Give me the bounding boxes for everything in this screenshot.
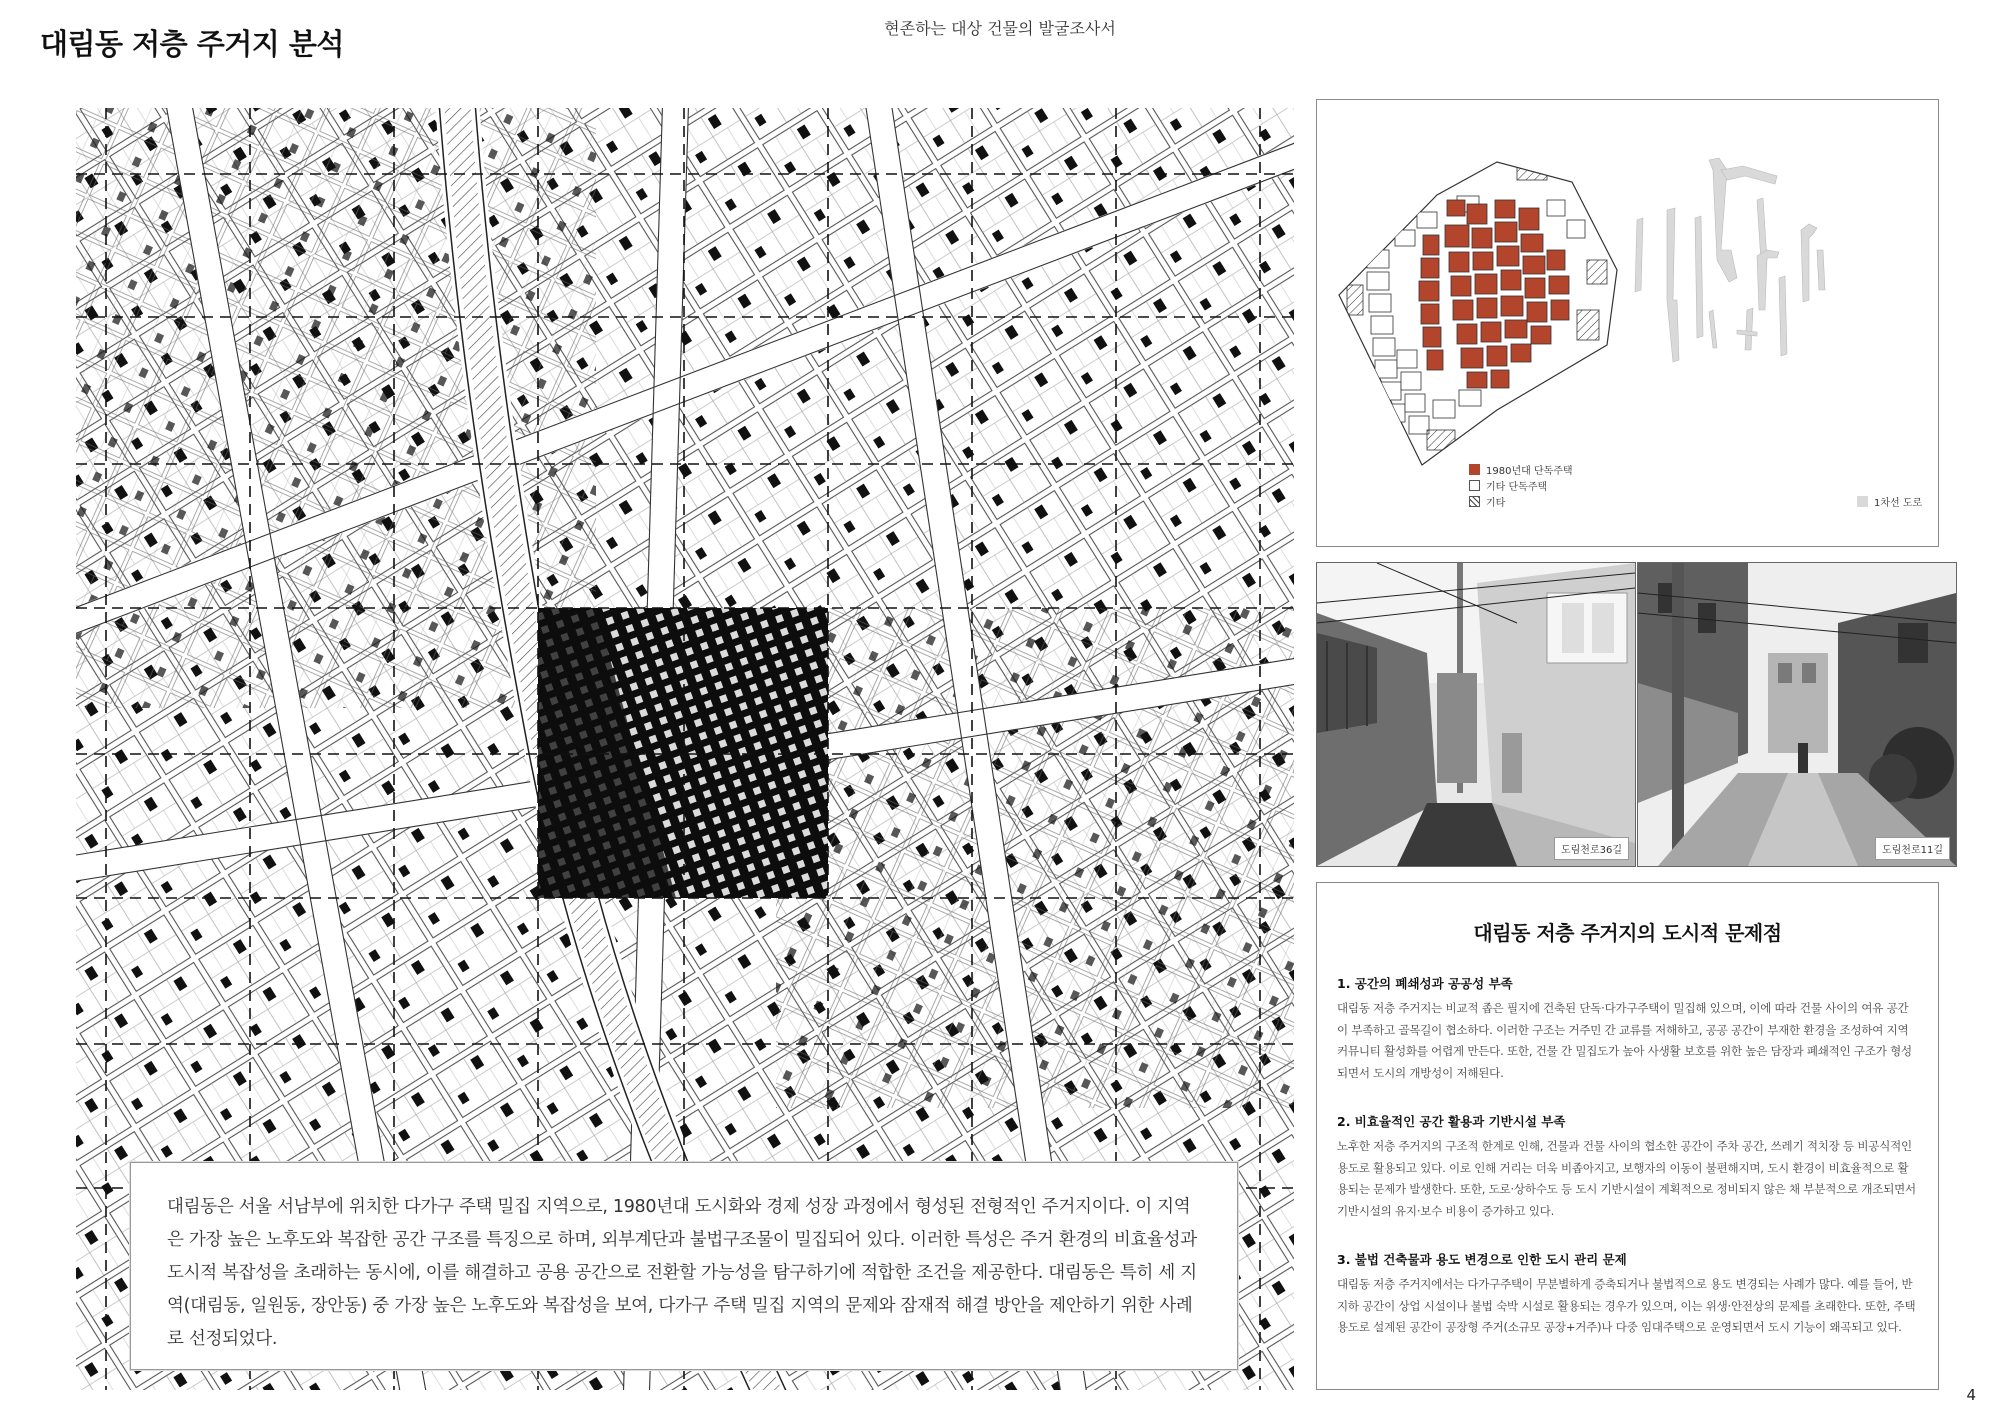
- legend-label: 1차선 도로: [1874, 498, 1923, 509]
- page-title: 대림동 저층 주거지 분석: [40, 27, 344, 61]
- issue-heading: 3. 불법 건축물과 용도 변경으로 인한 도시 관리 문제: [1337, 1252, 1627, 1267]
- issue-item: [1337, 1250, 1918, 1339]
- legend-swatch-gray: [1857, 496, 1868, 507]
- issue-body: 노후한 저층 주거지의 구조적 한계로 인해, 건물과 건물 사이의 협소한 공간이 주차 공간, 쓰레기 적치장 등 비공식적인 용도로 활용되고 있다. 이로 인해 거리는 더욱 비좁아지고, 보행자의 이동이 불편해지며, 도시 환경이 비효율적으로 활용되는 문제가 발생한다. 또한, 도로·상하수도 등 도시 기반시설이 계획적으로 정비되지 않은 채 부분적으로 개조되면서 기반시설의 유지·보수 비용이 증가하고 있다.: [1337, 1139, 1916, 1218]
- page-number: 4: [1966, 1386, 1976, 1404]
- legend-label: 1980년대 단독주택: [1486, 466, 1573, 477]
- housing-diagram-panel: [1316, 99, 1939, 547]
- legend-swatch-red: [1469, 464, 1480, 475]
- issue-body: 대림동 저층 주거지에서는 다가구주택이 무분별하게 증축되거나 불법적으로 용도 변경되는 사례가 많다. 예를 들어, 반지하 공간이 상업 시설이나 불법 숙박 시설로 활용되는 경우가 있으며, 이는 위생·안전상의 문제를 초래한다. 또한, 주택 용도로 설계된 공간이 공장형 주거(소규모 공장+거주)나 다중 임대주택으로 운영되면서 도시 기능이 왜곡되고 있다.: [1337, 1277, 1916, 1334]
- intro-textbox: [130, 1162, 1238, 1370]
- legend-label: 기타 단독주택: [1486, 482, 1548, 493]
- issue-heading: 2. 비효율적인 공간 활용과 기반시설 부족: [1337, 1114, 1566, 1129]
- legend-item-road: [1857, 494, 1922, 509]
- issue-body: 대림동 저층 주거지는 비교적 좁은 필지에 건축된 단독·다가구주택이 밀집해 있으며, 이에 따라 건물 사이의 여유 공간이 부족하고 골목길이 협소하다. 이러한 구조는 거주민 간 교류를 저해하고, 공공 공간이 부재한 환경을 조성하여 지역 커뮤니티 활성화를 어렵게 만든다. 또한, 건물 간 밀집도가 높아 사생활 보호를 위한 높은 담장과 폐쇄적인 구조가 형성되면서 도시의 개방성이 저해된다.: [1337, 1001, 1912, 1080]
- legend-item-1980s: [1469, 462, 1573, 477]
- issues-title: 대림동 저층 주거지의 도시적 문제점: [1473, 921, 1782, 945]
- issue-heading: 1. 공간의 폐쇄성과 공공성 부족: [1337, 976, 1513, 991]
- legend-swatch-hatch: [1469, 496, 1480, 507]
- housing-diagram: [1317, 100, 1938, 546]
- photo-caption: 도림천로11길: [1875, 837, 1950, 860]
- legend-swatch-white: [1469, 480, 1480, 491]
- street-photo-2: [1637, 562, 1957, 867]
- issue-item: [1337, 1112, 1918, 1222]
- legend-label: 기타: [1486, 498, 1506, 509]
- street-photo-1: [1316, 562, 1636, 867]
- urban-issues-panel: [1316, 882, 1939, 1390]
- legend-item-other: [1469, 494, 1505, 509]
- issue-item: [1337, 974, 1918, 1084]
- page-subtitle: 현존하는 대상 건물의 발굴조사서: [884, 19, 1116, 38]
- legend-item-other-houses: [1469, 478, 1547, 493]
- photo-caption: 도림천로36길: [1554, 837, 1629, 860]
- intro-text: 대림동은 서울 서남부에 위치한 다가구 주택 밀집 지역으로, 1980년대 도시화와 경제 성장 과정에서 형성된 전형적인 주거지이다. 이 지역은 가장 높은 노후도와 복잡한 공간 구조를 특징으로 하며, 외부계단과 불법구조물이 밀집되어 있다. 이러한 특성은 주거 환경의 비효율성과 도시적 복잡성을 초래하는 동시에, 이를 해결하고 공용 공간으로 전환할 가능성을 탐구하기에 적합한 조건을 제공한다. 대림동은 특히 세 지역(대림동, 일원동, 장안동) 중 가장 높은 노후도와 복잡성을 보여, 다가구 주택 밀집 지역의 문제와 잠재적 해결 방안을 제안하기 위한 사례로 선정되었다.: [167, 1197, 1197, 1349]
